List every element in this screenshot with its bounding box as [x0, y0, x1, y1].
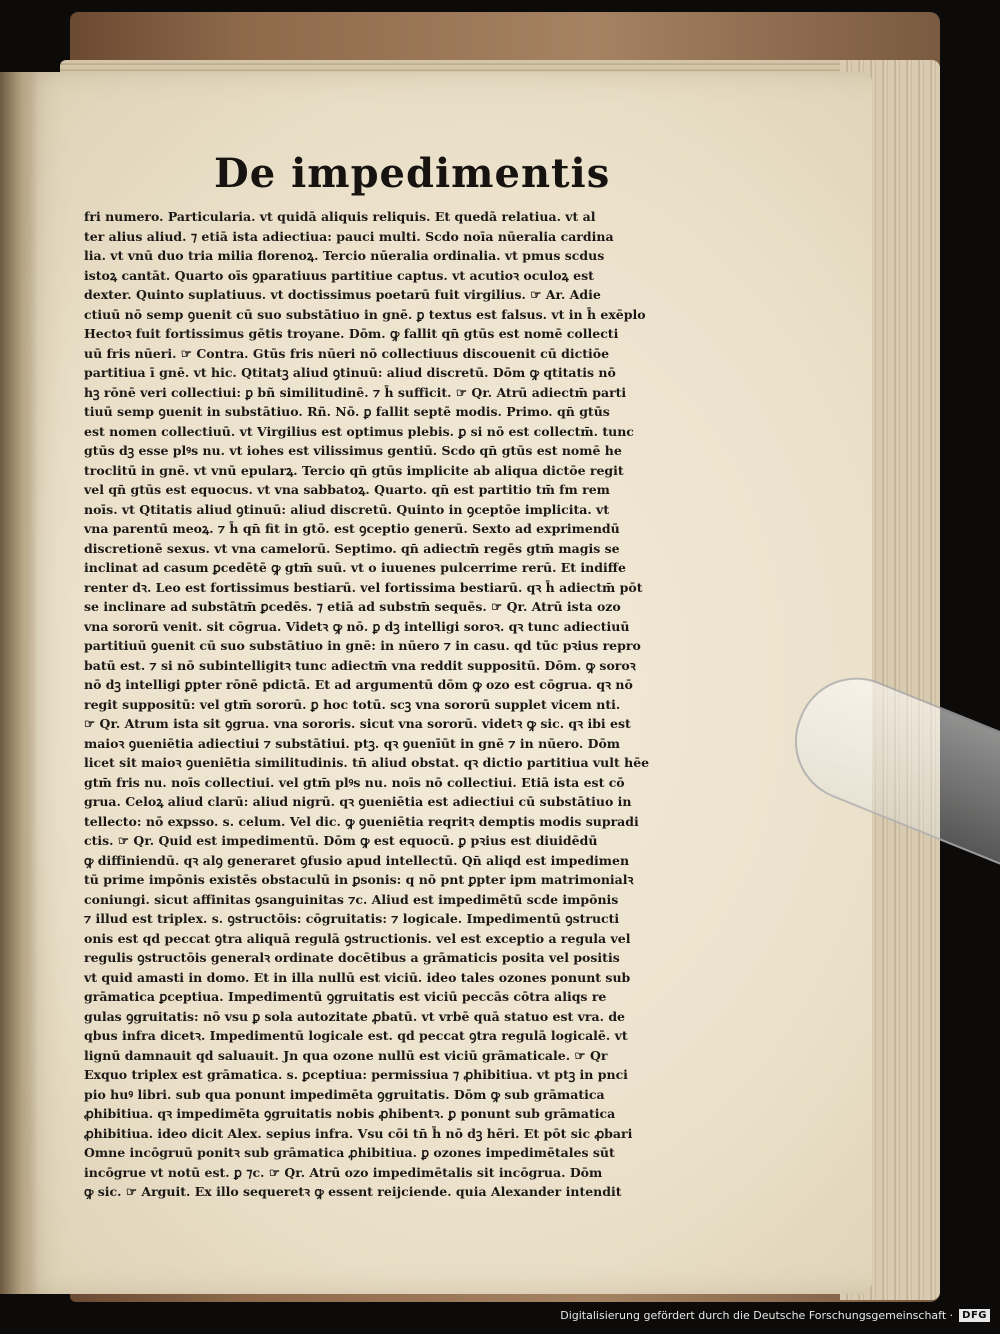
text-line: lignū damnauit qd saluauit. Jn qua ozone nullū est viciū grāmaticale. ☞ Qr — [84, 1047, 608, 1063]
text-line: inclinat ad casum ꝑcedētē ꝙ gtm̄ suū. vt o iuuenes pulcerrime rerū. Et indiffe — [84, 560, 626, 575]
text-line: partitiuū ꝯuenit cū suo substātiuo in gnē: in nūero ⁊ in casu. qd tūc pꝛius repro — [84, 638, 641, 653]
text-line: gtm̄ fris nu. noīs collectiui. vel gtm̄ plꝰs nu. noīs nō collectiui. Etiā ista est cō — [84, 774, 625, 790]
text-line: incōgrue vt notū est. ꝑ ⁊c. ☞ Qr. Atrū ozo impedimētalis sit incōgrua. Dōm — [84, 1164, 603, 1180]
text-line: se inclinare ad substātm̄ ꝑcedēs. ⁊ etiā ad substm̄ sequēs. ☞ Qr. Atrū ista ozo — [84, 599, 621, 614]
text-line: renter dꝛ. Leo est fortissimus bestiarū. vel fortissima bestiarū. qꝛ h̄ adiectm̄ pōt — [84, 579, 643, 595]
text-line: nō dꝫ intelligi ꝑpter rōnē pdictā. Et ad argumentū dōm ꝙ ozo est cōgrua. qꝛ nō — [84, 677, 633, 692]
text-line: ꝙ sic. ☞ Arguit. Ex illo sequeretꝛ ꝙ essent reijciende. quia Alexander intendit — [84, 1184, 622, 1199]
page-heading: De impedimentis — [214, 150, 611, 197]
text-line: tū prime impōnis existēs obstaculū in ꝑsonis: q nō pnt ꝑpter ipm matrimonialꝛ — [84, 872, 634, 887]
text-line: partitiua ī gnē. vt hic. Qtitatꝫ aliud ꝯtinuū: aliud discretū. Dōm ꝙ qtitatis nō — [84, 365, 616, 380]
text-line: gulas ꝯgruitatis: nō vsu ꝑ sola autozitate ꝓbatū. vt vrbē quā statuo est vra. de — [84, 1008, 626, 1024]
text-line: est nomen collectiuū. vt Virgilius est optimus plebis. ꝑ si nō est collectm̄. tunc — [84, 423, 634, 439]
book-gutter — [0, 72, 38, 1294]
text-line: ⁊ illud est triplex. s. ꝯstructōis: cōgruitatis: ⁊ logicale. Impedimentū ꝯstructi — [84, 911, 620, 926]
text-line: hꝫ rōnē veri collectiui: ꝑ bñ similitudinē. ⁊ h̄ sufficit. ☞ Qr. Atrū adiectm̄ parti — [84, 384, 627, 400]
text-line: regulis ꝯstructōis generalꝛ ordinate docētibus a grāmaticis posita vel positis — [84, 950, 620, 965]
text-line: batū est. ⁊ si nō subintelligitꝛ tunc adiectm̄ vna reddit suppositū. Dōm. ꝙ soroꝛ — [84, 657, 636, 673]
text-line: Omne incōgruū ponitꝛ sub grāmatica ꝓhibitiua. ꝑ ozones impedimētales sūt — [84, 1145, 615, 1160]
text-line: Hectoꝛ fuit fortissimus gētis troyane. Dōm. ꝙ fallit qn̄ gtūs est nomē collecti — [84, 326, 619, 341]
credit-text: Digitalisierung gefördert durch die Deutsche Forschungsgemeinschaft · — [560, 1309, 954, 1322]
text-line: ꝓhibitiua. ideo dicit Alex. sepius infra. Vsu cōi tn̄ h̄ nō dꝫ hēri. Et pōt sic ꝓbari — [84, 1125, 633, 1141]
text-line: ꝓhibitiua. qꝛ impedimēta ꝯgruitatis nobis ꝓhibentꝛ. ꝑ ponunt sub grāmatica — [84, 1106, 616, 1121]
text-line: lia. vt vnū duo tria milia florenoꝝ. Tercio nūeralia ordinalia. vt pmus scdus — [84, 248, 605, 263]
text-line: troclitū in gnē. vt vnū epularꝝ. Tercio qn̄ gtūs implicite ab aliqua dictōe regit — [84, 462, 624, 478]
text-line: fri numero. Particularia. vt quidā aliquis reliquis. Et quedā relatiua. vt al — [84, 209, 596, 224]
text-line: dexter. Quinto suplatiuus. vt doctissimus poetarū fuit virgilius. ☞ Ar. Adie — [84, 287, 601, 302]
text-line: coniungi. sicut affinitas ꝯsanguinitas ⁊c. Aliud est impedimētū scde impōnis — [84, 891, 619, 907]
text-line: ꝙ diffiniendū. qꝛ alꝯ generaret ꝯfusio apud intellectū. Qn̄ aliqd est impedimen — [84, 852, 630, 868]
text-line: pio huꝰ libri. sub qua ponunt impedimēta ꝯgruitatis. Dōm ꝙ sub grāmatica — [84, 1086, 605, 1102]
text-line: ctiuū nō semp ꝯuenit cū suo substātiuo in gnē. ꝑ textus est falsus. vt in h̄ exēplo — [84, 306, 646, 322]
text-line: vna sororū venit. sit cōgrua. Videtꝛ ꝙ nō. ꝑ dꝫ intelligi soroꝛ. qꝛ tunc adiectiuū — [84, 618, 630, 634]
text-line: istoꝝ cantāt. Quarto oīs ꝯparatiuus partitiue captus. vt acutioꝛ oculoꝝ est — [84, 267, 594, 283]
text-line: grāmatica ꝑceptiua. Impedimentū ꝯgruitatis est viciū peccās cōtra aliqs re — [84, 989, 607, 1004]
dfg-logo: DFG — [959, 1309, 990, 1322]
text-line: ctis. ☞ Qr. Quid est impedimentū. Dōm ꝙ est equocū. ꝑ pꝛius est diuidēdū — [84, 833, 598, 848]
text-line: discretionē sexus. vt vna camelorū. Septimo. qn̄ adiectm̄ regēs gtm̄ magis se — [84, 540, 620, 556]
text-line: ter alius aliud. ⁊ etiā ista adiectiua: pauci multi. Scdo noīa nūeralia cardina — [84, 228, 614, 244]
text-line: uū fris nūeri. ☞ Contra. Gtūs fris nūeri nō collectiuus discouenit cū dictiōe — [84, 345, 610, 361]
text-line: tiuū semp ꝯuenit in substātiuo. Rñ. Nō. ꝑ fallit septē modis. Primo. qn̄ gtūs — [84, 404, 610, 419]
digitization-credit — [560, 1309, 990, 1322]
text-line: Exquo triplex est grāmatica. s. ꝑceptiua: permissiua ⁊ ꝓhibitiua. vt ptꝫ in pnci — [84, 1067, 628, 1082]
text-line: regit suppositū: vel gtm̄ sororū. ꝑ hoc totū. scꝫ vna sororū supplet vicem nti. — [84, 696, 621, 712]
text-line: gtūs dꝫ esse plꝰs nu. vt iohes est vilissimus gentiū. Scdo qn̄ gtūs est nomē he — [84, 443, 622, 458]
text-line: vt quid amasti in domo. Et in illa nullū est viciū. ideo tales ozones ponunt sub — [84, 969, 631, 985]
text-line: tellecto: nō expsso. s. celum. Vel dic. ꝙ ꝯueniētia reqritꝛ demptis modis supradi — [84, 813, 639, 829]
text-line: maioꝛ ꝯueniētia adiectiui ⁊ substātiui. ptꝫ. qꝛ ꝯuenīūt in gnē ⁊ in nūero. Dōm — [84, 735, 621, 751]
text-line: onis est qd peccat ꝯtra aliquā regulā ꝯstructionis. vel est exceptio a regula vel — [84, 930, 631, 946]
text-line: vel qn̄ gtūs est equocus. vt vna sabbatoꝝ. Quarto. qn̄ est partitio tm̄ fm rem — [84, 482, 610, 497]
text-line: qbus infra dicetꝛ. Impedimentū logicale est. qd peccat ꝯtra regulā logicalē. vt — [84, 1028, 628, 1043]
text-line: grua. Celoꝝ aliud clarū: aliud nigrū. qꝛ ꝯueniētia est adiectiui cū substātiuo in — [84, 794, 632, 809]
text-line: vna parentū meoꝝ. ⁊ h̄ qn̄ fit in gtō. est ꝯceptio generū. Sexto ad exprimendū — [84, 521, 620, 536]
text-line: ☞ Qr. Atrum ista sit ꝯgrua. vna sororis. sicut vna sororū. videtꝛ ꝙ sic. qꝛ ibi est — [84, 716, 631, 731]
body-text — [84, 207, 678, 1202]
text-line: noīs. vt Qtitatis aliud ꝯtinuū: aliud discretū. Quinto in ꝯceptōe implicita. vt — [84, 501, 610, 517]
text-line: licet sit maioꝛ ꝯueniētia similitudinis. tn̄ aliud obstat. qꝛ dictio partitiua vult hēe — [84, 755, 650, 770]
